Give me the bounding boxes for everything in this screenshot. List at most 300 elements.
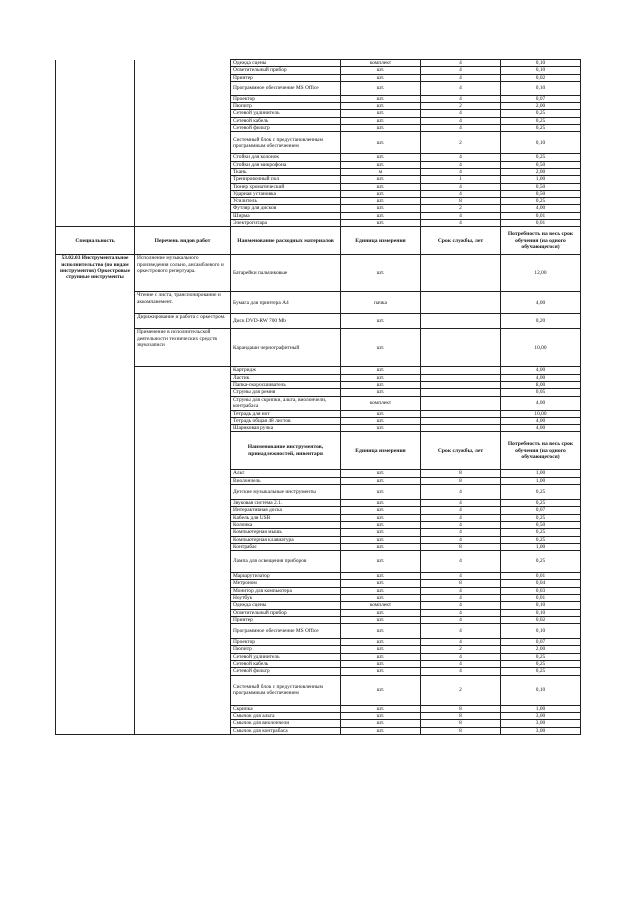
item-name-cell: Сетевой кабель	[231, 117, 341, 124]
specialty-cell-empty	[56, 95, 135, 102]
item-life-cell: 4	[421, 117, 501, 124]
item-life-cell: 4	[421, 507, 501, 514]
specialty-cell-empty	[56, 212, 135, 219]
item-name-cell: Струны для скрипки, альта, виолончели, контрабаса	[231, 396, 341, 410]
item-life-cell: 4	[421, 624, 501, 639]
item-unit-cell: шт.	[341, 205, 421, 212]
item-need-cell: 8,00	[501, 381, 581, 388]
works-cell-empty	[135, 103, 231, 110]
table-row	[56, 255, 581, 292]
item-life-cell: 4	[421, 639, 501, 646]
item-life-cell: 4	[421, 125, 501, 132]
item-name-cell: Шариковая ручка	[231, 425, 341, 432]
works-cell-empty	[135, 110, 231, 117]
item-need-cell: 0,25	[501, 198, 581, 205]
item-life-cell: 4	[421, 190, 501, 197]
item-need-cell: 0,25	[501, 551, 581, 573]
item-need-cell: 0,10	[501, 81, 581, 95]
item-need-cell: 10,00	[501, 329, 581, 367]
item-name-cell: Осветительный прибор	[231, 67, 341, 74]
item-unit-cell: шт.	[341, 639, 421, 646]
item-life-cell: 4	[421, 573, 501, 580]
table-row	[56, 117, 581, 124]
item-unit-cell: шт.	[341, 183, 421, 190]
item-need-cell: 0,10	[501, 602, 581, 609]
item-life-cell	[421, 417, 501, 424]
works-cell-empty	[135, 74, 231, 81]
item-unit-cell: шт.	[341, 117, 421, 124]
item-life-cell	[421, 329, 501, 367]
header-service-life: Срок службы, лет	[421, 432, 501, 470]
item-unit-cell: шт.	[341, 616, 421, 623]
item-life-cell: 4	[421, 521, 501, 528]
item-name-cell: Осветительный прибор	[231, 609, 341, 616]
specialty-cell-empty	[56, 198, 135, 205]
item-need-cell: 0,10	[501, 60, 581, 67]
item-unit-cell: шт.	[341, 314, 421, 329]
item-unit-cell: шт.	[341, 132, 421, 154]
work-item: Чтение с листа, транспонирование и аккомпанемент.	[135, 292, 231, 314]
item-unit-cell: шт.	[341, 81, 421, 95]
item-name-cell: Смычок для альта	[231, 712, 341, 719]
item-need-cell: 4,00	[501, 205, 581, 212]
item-unit-cell: шт.	[341, 74, 421, 81]
item-life-cell: 2	[421, 646, 501, 653]
work-item: Применение в исполнительской деятельности технических средств звукозаписи	[135, 329, 231, 367]
item-life-cell: 4	[421, 60, 501, 67]
item-unit-cell: шт.	[341, 720, 421, 727]
item-need-cell: 0,02	[501, 74, 581, 81]
table-row	[56, 176, 581, 183]
item-need-cell: 0,50	[501, 190, 581, 197]
table-row	[56, 183, 581, 190]
item-unit-cell: шт.	[341, 661, 421, 668]
item-need-cell: 10,00	[501, 410, 581, 417]
item-life-cell: 8	[421, 198, 501, 205]
works-cell-empty	[135, 117, 231, 124]
item-name-cell: Ноутбук	[231, 594, 341, 601]
item-unit-cell: шт.	[341, 329, 421, 367]
item-life-cell: 4	[421, 168, 501, 175]
item-name-cell: Картридж	[231, 367, 341, 374]
item-unit-cell: шт.	[341, 580, 421, 587]
item-unit-cell: шт.	[341, 594, 421, 601]
item-life-cell: 4	[421, 161, 501, 168]
item-name-cell: Звуковая система 2.1.	[231, 500, 341, 507]
works-cell-empty	[135, 212, 231, 219]
item-unit-cell: шт.	[341, 220, 421, 227]
item-unit-cell: шт.	[341, 609, 421, 616]
specialty-cell-empty	[56, 67, 135, 74]
item-life-cell: 4	[421, 602, 501, 609]
item-name-cell: Проектор	[231, 95, 341, 102]
item-need-cell: 0,02	[501, 616, 581, 623]
item-life-cell	[421, 292, 501, 314]
item-need-cell: 2,00	[501, 168, 581, 175]
item-unit-cell: м	[341, 168, 421, 175]
item-need-cell: 4,00	[501, 367, 581, 374]
works-cell-empty	[135, 154, 231, 161]
item-need-cell: 0,07	[501, 507, 581, 514]
item-name-cell: Сетевой фильтр	[231, 668, 341, 675]
item-unit-cell: шт.	[341, 470, 421, 477]
equipment-table	[55, 59, 581, 735]
works-cell-empty	[135, 367, 231, 735]
item-name-cell: Ширма	[231, 212, 341, 219]
header-instruments: Наименование инструментов, принадлежностей, инвентаря	[231, 432, 341, 470]
item-name-cell: Скрипка	[231, 705, 341, 712]
item-life-cell	[421, 410, 501, 417]
item-need-cell: 0,10	[501, 67, 581, 74]
item-name-cell: Струны для ремня	[231, 389, 341, 396]
header-service-life: Срок службы, лет	[421, 227, 501, 255]
item-unit-cell: шт.	[341, 410, 421, 417]
item-need-cell: 0,25	[501, 500, 581, 507]
item-name-cell: Сетевой удлинитель	[231, 110, 341, 117]
item-need-cell: 0,25	[501, 514, 581, 521]
item-need-cell: 0,50	[501, 521, 581, 528]
item-name-cell: Тетрадь общая 48 листов	[231, 417, 341, 424]
item-unit-cell: шт.	[341, 381, 421, 388]
table-row	[56, 132, 581, 154]
work-item: Дирижирование и работа с оркестром.	[135, 314, 231, 329]
item-name-cell: Бумага для принтера А4	[231, 292, 341, 314]
table-row	[56, 161, 581, 168]
item-need-cell: 0,25	[501, 529, 581, 536]
item-unit-cell: шт.	[341, 675, 421, 705]
item-need-cell: 0,25	[501, 154, 581, 161]
item-need-cell: 1,00	[501, 543, 581, 550]
item-name-cell: Системный блок с предустановленным программным обеспечением	[231, 675, 341, 705]
item-need-cell: 0,07	[501, 639, 581, 646]
item-name-cell: Виолончель	[231, 477, 341, 484]
item-name-cell: Смычок для контрабаса	[231, 727, 341, 734]
works-cell-empty	[135, 190, 231, 197]
item-life-cell: 2	[421, 675, 501, 705]
item-need-cell: 2,00	[501, 103, 581, 110]
item-unit-cell: шт.	[341, 712, 421, 719]
item-name-cell: Монитор для компьютера	[231, 587, 341, 594]
table-row	[56, 205, 581, 212]
item-name-cell: Ластик	[231, 374, 341, 381]
item-unit-cell: шт.	[341, 727, 421, 734]
item-life-cell: 4	[421, 212, 501, 219]
item-name-cell: Лампа для освещения приборов	[231, 551, 341, 573]
item-unit-cell: шт.	[341, 110, 421, 117]
specialty-cell-empty	[56, 190, 135, 197]
header-unit: Единица измерения	[341, 432, 421, 470]
table-row	[56, 329, 581, 367]
item-life-cell: 8	[421, 543, 501, 550]
table-row	[56, 67, 581, 74]
item-unit-cell: шт.	[341, 374, 421, 381]
table-row	[56, 168, 581, 175]
item-unit-cell: шт.	[341, 507, 421, 514]
works-cell-empty	[135, 132, 231, 154]
item-need-cell: 0,25	[501, 110, 581, 117]
item-name-cell: Ткань	[231, 168, 341, 175]
item-name-cell: Кабель для USB	[231, 514, 341, 521]
item-need-cell: 0,10	[501, 132, 581, 154]
item-life-cell: 4	[421, 551, 501, 573]
item-life-cell: 1	[421, 176, 501, 183]
item-life-cell	[421, 255, 501, 292]
item-life-cell: 4	[421, 529, 501, 536]
specialty-cell-empty	[56, 110, 135, 117]
item-need-cell: 0,05	[501, 389, 581, 396]
specialty-cell-empty	[56, 154, 135, 161]
item-life-cell: 8	[421, 712, 501, 719]
table-row	[56, 292, 581, 314]
item-unit-cell: шт.	[341, 485, 421, 500]
works-cell-empty	[135, 168, 231, 175]
item-unit-cell: шт.	[341, 417, 421, 424]
item-unit-cell: комплект	[341, 602, 421, 609]
item-unit-cell: шт.	[341, 646, 421, 653]
item-need-cell: 1,00	[501, 477, 581, 484]
item-name-cell: Карандаши чернографитный	[231, 329, 341, 367]
specialty-cell-empty	[56, 132, 135, 154]
item-need-cell: 0,01	[501, 212, 581, 219]
item-need-cell: 0,25	[501, 653, 581, 660]
item-unit-cell: шт.	[341, 95, 421, 102]
item-need-cell: 3,00	[501, 720, 581, 727]
item-need-cell: 4,00	[501, 292, 581, 314]
works-cell-empty	[135, 81, 231, 95]
item-name-cell: Смычок для виолончели	[231, 720, 341, 727]
item-life-cell	[421, 374, 501, 381]
item-unit-cell: шт.	[341, 198, 421, 205]
item-need-cell: 1,00	[501, 470, 581, 477]
item-life-cell: 4	[421, 154, 501, 161]
specialty-cell-empty	[56, 117, 135, 124]
item-life-cell: 4	[421, 514, 501, 521]
item-unit-cell: шт.	[341, 154, 421, 161]
works-cell-empty	[135, 198, 231, 205]
item-need-cell: 0,25	[501, 485, 581, 500]
item-need-cell: 0,25	[501, 668, 581, 675]
works-cell-empty	[135, 220, 231, 227]
item-life-cell: 4	[421, 95, 501, 102]
item-unit-cell: шт.	[341, 653, 421, 660]
item-name-cell: Компьютерная клавиатура	[231, 536, 341, 543]
item-need-cell: 0,01	[501, 220, 581, 227]
item-need-cell: 0,50	[501, 183, 581, 190]
table-row	[56, 198, 581, 205]
item-need-cell: 0,04	[501, 580, 581, 587]
specialty-cell-empty	[56, 220, 135, 227]
item-unit-cell: шт.	[341, 668, 421, 675]
item-unit-cell: шт.	[341, 551, 421, 573]
item-unit-cell: шт.	[341, 103, 421, 110]
specialty-cell-empty	[56, 74, 135, 81]
item-name-cell: Тренировочный пол	[231, 176, 341, 183]
item-unit-cell: шт.	[341, 176, 421, 183]
consumables-header-row	[56, 227, 581, 255]
item-unit-cell: шт.	[341, 477, 421, 484]
specialty-cell-empty	[56, 168, 135, 175]
item-name-cell: Колонка	[231, 521, 341, 528]
table-row	[56, 190, 581, 197]
item-life-cell: 4	[421, 220, 501, 227]
item-life-cell: 8	[421, 477, 501, 484]
item-life-cell: 4	[421, 183, 501, 190]
item-unit-cell: шт.	[341, 624, 421, 639]
item-life-cell: 4	[421, 500, 501, 507]
specialty-cell-empty	[56, 161, 135, 168]
item-life-cell	[421, 367, 501, 374]
item-name-cell: Принтер	[231, 616, 341, 623]
item-name-cell: Диск DVD-RW 700 Mb	[231, 314, 341, 329]
item-unit-cell: шт.	[341, 521, 421, 528]
item-name-cell: Ударная установка	[231, 190, 341, 197]
item-name-cell: Сетевой кабель	[231, 661, 341, 668]
item-need-cell: 4,00	[501, 396, 581, 410]
item-need-cell: 4,00	[501, 417, 581, 424]
item-unit-cell: шт.	[341, 705, 421, 712]
specialty-cell-empty	[56, 176, 135, 183]
item-name-cell: Тетрадь для нот	[231, 410, 341, 417]
item-name-cell: Стойки для микрофона	[231, 161, 341, 168]
item-name-cell: Проектор	[231, 639, 341, 646]
works-cell-empty	[135, 176, 231, 183]
item-life-cell	[421, 381, 501, 388]
item-need-cell: 4,00	[501, 374, 581, 381]
table-row	[56, 125, 581, 132]
item-unit-cell: шт.	[341, 587, 421, 594]
item-unit-cell: шт.	[341, 529, 421, 536]
works-cell-empty	[135, 183, 231, 190]
item-unit-cell: шт.	[341, 255, 421, 292]
item-life-cell: 4	[421, 609, 501, 616]
item-unit-cell: шт.	[341, 389, 421, 396]
item-need-cell: 0,10	[501, 624, 581, 639]
works-cell-empty	[135, 125, 231, 132]
table-row	[56, 314, 581, 329]
item-name-cell: Контрабас	[231, 543, 341, 550]
item-life-cell	[421, 425, 501, 432]
specialty-cell-empty	[56, 125, 135, 132]
item-need-cell: 2,00	[501, 646, 581, 653]
item-life-cell: 4	[421, 81, 501, 95]
header-consumables: Наименование расходных материалов	[231, 227, 341, 255]
item-unit-cell: пачка	[341, 292, 421, 314]
item-unit-cell: шт.	[341, 425, 421, 432]
item-life-cell: 8	[421, 727, 501, 734]
item-name-cell: Тюнер хроматический	[231, 183, 341, 190]
item-life-cell: 2	[421, 132, 501, 154]
specialty-cell-empty	[56, 60, 135, 67]
works-cell-empty	[135, 67, 231, 74]
item-need-cell: 0,25	[501, 536, 581, 543]
item-unit-cell: шт.	[341, 500, 421, 507]
item-life-cell	[421, 389, 501, 396]
specialty-cell-empty	[56, 205, 135, 212]
item-need-cell: 0,01	[501, 594, 581, 601]
item-need-cell: 12,00	[501, 255, 581, 292]
item-life-cell: 4	[421, 67, 501, 74]
item-life-cell: 4	[421, 110, 501, 117]
item-name-cell: Программное обеспечение MS Office	[231, 81, 341, 95]
table-row	[56, 220, 581, 227]
item-need-cell: 1,00	[501, 176, 581, 183]
item-need-cell: 0,20	[501, 314, 581, 329]
item-life-cell: 4	[421, 485, 501, 500]
item-life-cell: 8	[421, 705, 501, 712]
item-name-cell: Папка-скоросшиватель	[231, 381, 341, 388]
item-life-cell	[421, 396, 501, 410]
specialty-cell-empty	[56, 183, 135, 190]
item-unit-cell: шт.	[341, 514, 421, 521]
item-name-cell: Электрогитара	[231, 220, 341, 227]
item-unit-cell: шт.	[341, 67, 421, 74]
item-name-cell: Детские музыкальные инструменты	[231, 485, 341, 500]
item-life-cell	[421, 314, 501, 329]
table-row	[56, 74, 581, 81]
work-item: Исполнение музыкального произведения сольно, ансамблевого и оркестрового репертуара.	[135, 255, 231, 292]
works-cell-empty	[135, 95, 231, 102]
header-need: Потребность на весь срок обучения (на одного обучающегося)	[501, 432, 581, 470]
table-row	[56, 110, 581, 117]
item-life-cell: 8	[421, 470, 501, 477]
table-row	[56, 95, 581, 102]
item-life-cell: 4	[421, 536, 501, 543]
item-need-cell: 4,00	[501, 425, 581, 432]
item-need-cell: 0,50	[501, 161, 581, 168]
item-need-cell: 1,00	[501, 705, 581, 712]
works-cell-empty	[135, 205, 231, 212]
header-need: Потребность на весь срок обучения (на одного обучающегося)	[501, 227, 581, 255]
item-name-cell: Метроном	[231, 580, 341, 587]
item-name-cell: Программное обеспечение MS Office	[231, 624, 341, 639]
header-unit: Единица измерения	[341, 227, 421, 255]
header-specialty: Специальность	[56, 227, 135, 255]
item-unit-cell: шт.	[341, 125, 421, 132]
item-life-cell: 8	[421, 580, 501, 587]
works-cell-empty	[135, 161, 231, 168]
item-name-cell: Компьютерная мышь	[231, 529, 341, 536]
item-name-cell: Стойки для колонок	[231, 154, 341, 161]
item-life-cell: 4	[421, 668, 501, 675]
item-name-cell: Принтер	[231, 74, 341, 81]
item-name-cell: Пюпитр	[231, 646, 341, 653]
item-life-cell: 4	[421, 594, 501, 601]
specialty-cell-empty	[56, 103, 135, 110]
item-need-cell: 0,03	[501, 587, 581, 594]
item-unit-cell: шт.	[341, 543, 421, 550]
header-works: Перечень видов работ	[135, 227, 231, 255]
item-name-cell: Батарейки пальчиковые	[231, 255, 341, 292]
item-unit-cell: шт.	[341, 161, 421, 168]
item-name-cell: Альт	[231, 470, 341, 477]
item-name-cell: Усилитель	[231, 198, 341, 205]
equipment-table-sheet	[55, 59, 580, 735]
item-need-cell: 0,25	[501, 125, 581, 132]
item-need-cell: 0,10	[501, 675, 581, 705]
item-unit-cell: шт.	[341, 573, 421, 580]
table-row	[56, 81, 581, 95]
table-row	[56, 60, 581, 67]
table-row	[56, 212, 581, 219]
item-name-cell: Одежда сцены	[231, 602, 341, 609]
item-need-cell: 0,07	[501, 95, 581, 102]
item-name-cell: Системный блок с предустановленным программным обеспечением	[231, 132, 341, 154]
specialty-cell-empty	[56, 81, 135, 95]
item-name-cell: Интерактивная доска	[231, 507, 341, 514]
item-life-cell: 4	[421, 587, 501, 594]
item-need-cell: 3,00	[501, 727, 581, 734]
item-name-cell: Сетевой удлинитель	[231, 653, 341, 660]
